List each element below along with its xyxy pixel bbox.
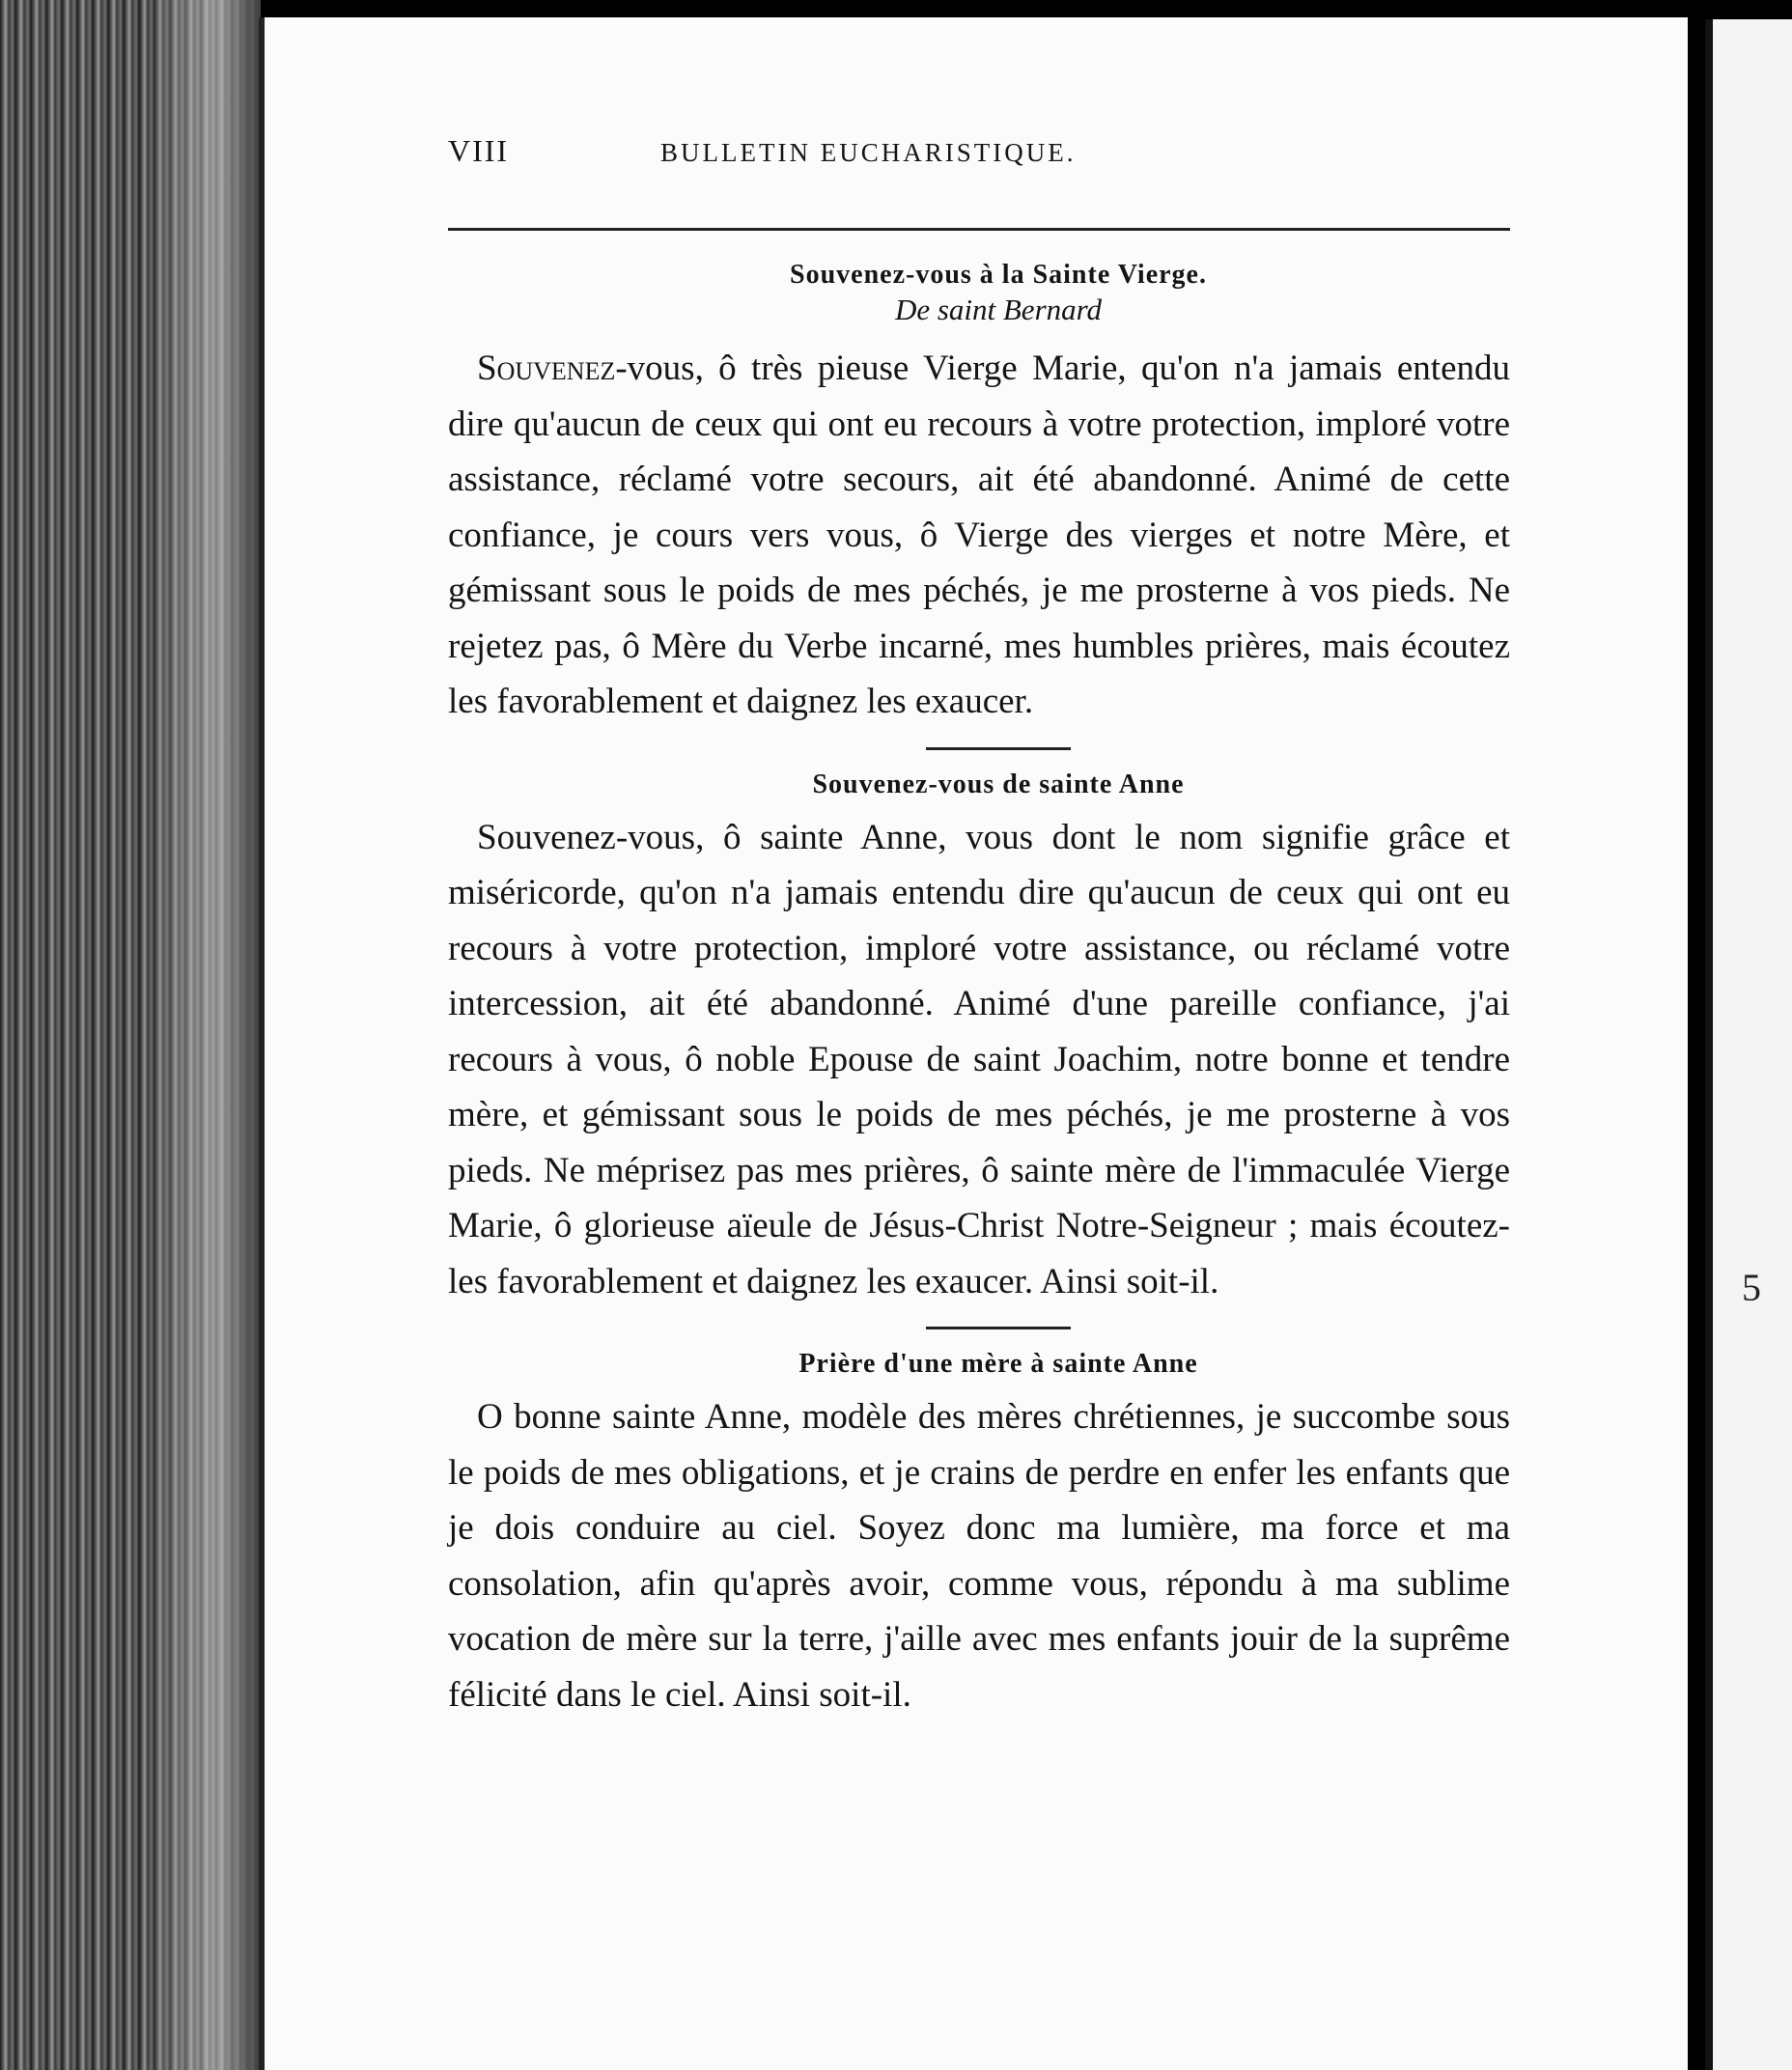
- drop-word: Souvenez: [477, 349, 616, 388]
- page-text-area: [448, 133, 1549, 1722]
- section-body-text: Souvenez-vous, ô sainte Anne, vous dont le nom signifie grâce et miséricorde, qu'on n'a jamais entendu dire qu'aucun de ceux qui ont eu recours à votre protection, imploré votre assistance, ou réclamé votre intercession, ait été abandonné. Animé d'une pareille confiance, j'ai recours à vous, ô noble Epouse de saint Joachim, notre bonne et tendre mère, et gémissant sous le poids de mes péchés, je me prosterne à vos pieds. Ne méprisez pas mes prières, ô sainte mère de l'immaculée Vierge Marie, ô glorieuse aïeule de Jésus-Christ Notre-Seigneur ; mais écoutez-les favorablement et daignez les exaucer. Ainsi soit-il.: [448, 817, 1510, 1301]
- section-body-text: O bonne sainte Anne, modèle des mères chrétiennes, je succombe sous le poids de mes obligations, et je crains de perdre en enfer les enfants que je dois conduire au ciel. Soyez donc ma lumière, ma force et ma consolation, afin qu'après avoir, comme vous, répondu à ma sublime vocation de mère sur la terre, j'aille avec mes enfants jouir de la suprême félicité dans le ciel. Ainsi soit-il.: [448, 1397, 1510, 1715]
- section-body: [448, 341, 1510, 730]
- section-title: Souvenez-vous à la Sainte Vierge.: [790, 260, 1207, 290]
- section-memorare-anne: [448, 769, 1549, 1310]
- next-page-edge: [1705, 19, 1792, 2070]
- section-title: Prière d'une mère à sainte Anne: [798, 1349, 1198, 1379]
- header-rule: [448, 228, 1510, 231]
- section-body-text: -vous, ô très pieuse Vierge Marie, qu'on n'a jamais entendu dire qu'aucun de ceux qui ont eu recours à votre protection, imploré votre assistance, réclamé votre secours, ait été abandonné. Animé de cette confiance, je cours vers vous, ô Vierge des vierges et notre Mère, et gémissant sous le poids de mes péchés, je me prosterne à vos pieds. Ne rejetez pas, ô Mère du Verbe incarné, mes humbles prières, mais écoutez les favorablement et daignez les exaucer.: [448, 349, 1510, 721]
- section-mothers-prayer: [448, 1349, 1549, 1722]
- section-memorare-virgin: [448, 260, 1549, 730]
- page-number: VIII: [448, 133, 510, 168]
- section-divider: [926, 747, 1071, 750]
- section-divider: [926, 1327, 1071, 1329]
- next-page-mark: 5: [1742, 1266, 1761, 1309]
- running-title: BULLETIN EUCHARISTIQUE.: [660, 138, 1077, 167]
- running-head: [448, 133, 1549, 191]
- section-subtitle: De saint Bernard: [894, 293, 1103, 326]
- page-stack-shadow: [154, 0, 261, 2070]
- book-page: [259, 17, 1688, 2070]
- section-title: Souvenez-vous de sainte Anne: [812, 769, 1185, 799]
